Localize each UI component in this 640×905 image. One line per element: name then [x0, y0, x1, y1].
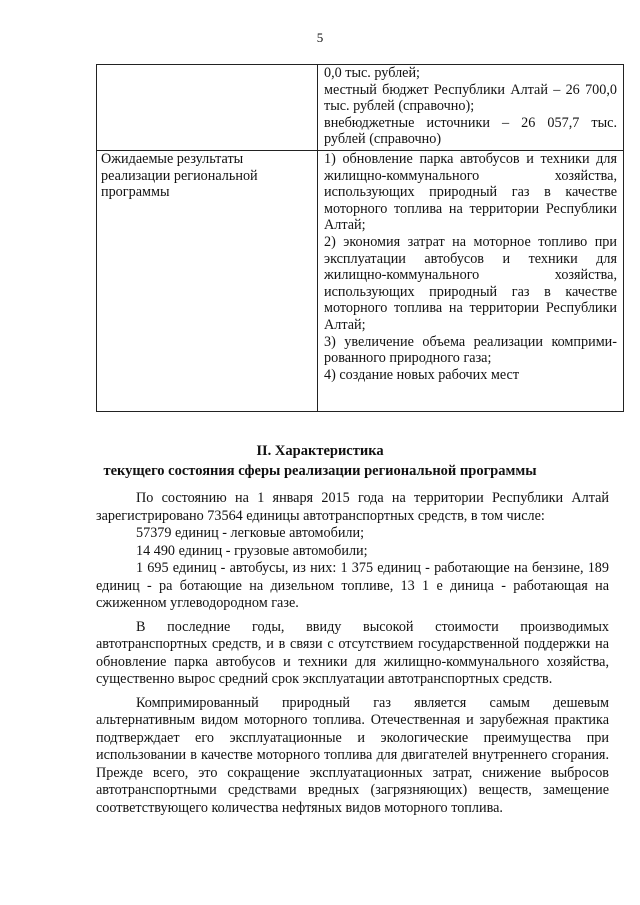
result-line: Алтай;: [324, 316, 366, 333]
row1-label-cell: [97, 65, 318, 151]
result-line: жилищно-коммунального хозяйства,: [324, 167, 617, 184]
result-line: эксплуатации автобусов и техники для: [324, 250, 617, 267]
result-line: 1) обновление парка автобусов и техники для: [324, 150, 617, 167]
section-body: [96, 490, 609, 817]
funding-line: внебюджетные источники – 26 057,7 тыс.: [324, 114, 617, 131]
paragraph: 14 490 единиц - грузовые автомобили;: [136, 542, 368, 559]
section-title-line1: II. Характеристика: [256, 443, 384, 459]
paragraph: Компримированный природный газ является самым дешевым альтернативным видом моторного топлива. Отечественная и зарубежная практика подтверждает его эксплуатационные и экологические преимущества при использовании в качестве моторного топлива для двигателей внутреннего сгорания. Прежде всего, это сокращение эксплуатационных затрат, снижение выбросов автотранспортными средствами вредных (загрязняющих) веществ, замещение соответствующего количества нефтяных видов моторного топлива.: [96, 694, 609, 816]
paragraph: 1 695 единиц - автобусы, из них: 1 375 единиц - работающие на бензине, 189 единиц - ра ботающие на дизельном топливе, 13 1 е диница - работающая на сжиженном углеводородном газе.: [96, 560, 609, 611]
funding-cell: [318, 65, 624, 151]
result-line: 2) экономия затрат на моторное топливо при: [324, 233, 617, 250]
funding-line: 0,0 тыс. рублей;: [324, 65, 420, 81]
funding-line: местный бюджет Республики Алтай – 26 700,0: [324, 81, 617, 98]
table-row: [97, 65, 624, 151]
result-line: рованного природного газа;: [324, 350, 492, 367]
result-line: моторного топлива на территории Республики: [324, 200, 617, 217]
expected-results-cell: [318, 150, 624, 411]
result-line: 4) создание новых рабочих мест: [324, 366, 520, 383]
paragraph: По состоянию на 1 января 2015 года на территории Республики Алтай зарегистрировано 73564 единицы автотранспортных средств, в том числе:: [96, 490, 609, 524]
result-line: использующих природный газ в качестве: [324, 184, 617, 201]
section-title: [0, 441, 640, 481]
page-number: 5: [316, 30, 324, 45]
result-line: использующих природный газ в качестве: [324, 283, 617, 300]
paragraph: 57379 единиц - легковые автомобили;: [136, 525, 365, 541]
table-row: [97, 150, 624, 411]
result-line: жилищно-коммунального хозяйства,: [324, 267, 617, 284]
section-title-line2: текущего состояния сферы реализации региональной программы: [103, 463, 537, 479]
result-line: 3) увеличение объема реализации комприми-: [324, 333, 617, 350]
result-line: Алтай;: [324, 217, 366, 234]
funding-line: рублей (справочно): [324, 131, 442, 148]
funding-line: тыс. рублей (справочно);: [324, 98, 475, 115]
expected-results-label: Ожидаемые результаты реализации региональной программы: [97, 150, 318, 411]
paragraph: В последние годы, ввиду высокой стоимости производимых автотранспортных средств, и в связи с отсутствием государственной поддержки на обновление парка автобусов и техники для жилищно-коммунального хозяйства, существенно вырос средний срок эксплуатации автотранспортных средств.: [96, 618, 609, 687]
result-line: моторного топлива на территории Республики: [324, 300, 617, 317]
program-passport-table: [96, 64, 624, 412]
